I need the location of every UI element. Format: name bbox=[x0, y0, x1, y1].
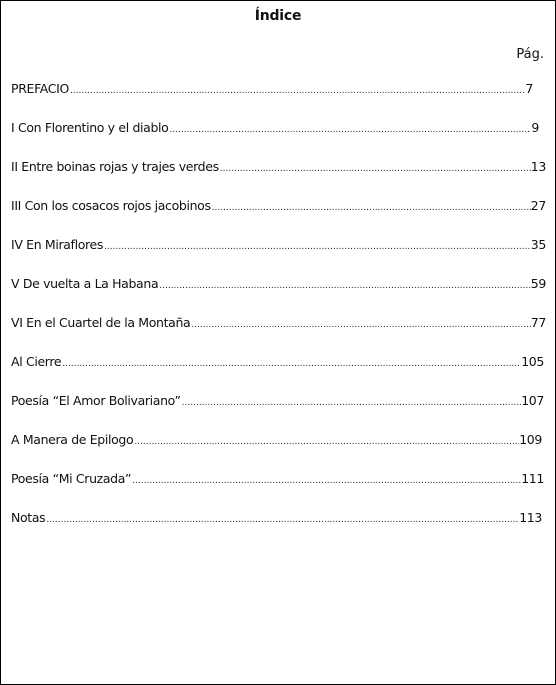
dot-leader bbox=[220, 165, 531, 174]
toc-entry-page: 13 bbox=[530, 159, 546, 174]
toc-entry-title: VI En el Cuartel de la Montaña bbox=[11, 315, 191, 330]
dot-leader bbox=[104, 243, 531, 252]
toc-entry-page: 107 bbox=[521, 393, 544, 408]
toc-entry bbox=[11, 81, 547, 120]
toc-entry-title: Al Cierre bbox=[11, 354, 62, 369]
toc-entry bbox=[11, 237, 547, 276]
toc-entry-page: 109 bbox=[519, 432, 542, 447]
toc-entry-page: 9 bbox=[531, 120, 539, 135]
toc-entry-title: III Con los cosacos rojos jacobinos bbox=[11, 198, 211, 213]
toc-entry-title: I Con Florentino y el diablo bbox=[11, 120, 169, 135]
toc-entry-title: Poesía “El Amor Bolivariano” bbox=[11, 393, 181, 408]
toc-entry bbox=[11, 120, 547, 159]
toc-entry-page: 77 bbox=[530, 315, 546, 330]
dot-leader bbox=[182, 399, 522, 408]
toc-entry-title: A Manera de Epilogo bbox=[11, 432, 134, 447]
toc-entry-title: Notas bbox=[11, 510, 46, 525]
dot-leader bbox=[132, 477, 521, 486]
dot-leader bbox=[134, 438, 519, 447]
toc-entry bbox=[11, 471, 547, 510]
toc-entry bbox=[11, 354, 547, 393]
toc-entry bbox=[11, 432, 547, 471]
toc-entry bbox=[11, 393, 547, 432]
toc-entry bbox=[11, 159, 547, 198]
toc-entry-page: 7 bbox=[525, 81, 533, 96]
toc-entry bbox=[11, 276, 547, 315]
toc-entry-title: Poesía “Mi Cruzada” bbox=[11, 471, 132, 486]
toc-entry-page: 27 bbox=[530, 198, 546, 213]
page-column-header: Pág. bbox=[516, 47, 544, 62]
toc-entry bbox=[11, 315, 547, 354]
dot-leader bbox=[212, 204, 531, 213]
toc-entry-page: 59 bbox=[530, 276, 546, 291]
page-title: Índice bbox=[254, 8, 302, 24]
dot-leader bbox=[191, 321, 530, 330]
table-of-contents bbox=[11, 81, 547, 549]
toc-entry-page: 113 bbox=[519, 510, 542, 525]
dot-leader bbox=[46, 516, 519, 525]
toc-entry-title: PREFACIO bbox=[11, 81, 69, 96]
toc-entry-page: 111 bbox=[521, 471, 544, 486]
toc-entry-title: V De vuelta a La Habana bbox=[11, 276, 159, 291]
toc-entry bbox=[11, 510, 547, 549]
dot-leader bbox=[169, 126, 531, 135]
toc-entry-title: II Entre boinas rojas y trajes verdes bbox=[11, 159, 219, 174]
dot-leader bbox=[159, 282, 531, 291]
toc-entry-page: 35 bbox=[530, 237, 546, 252]
toc-entry-page: 105 bbox=[521, 354, 544, 369]
dot-leader bbox=[70, 87, 525, 96]
toc-entry-title: IV En Miraflores bbox=[11, 237, 104, 252]
toc-entry bbox=[11, 198, 547, 237]
dot-leader bbox=[62, 360, 521, 369]
